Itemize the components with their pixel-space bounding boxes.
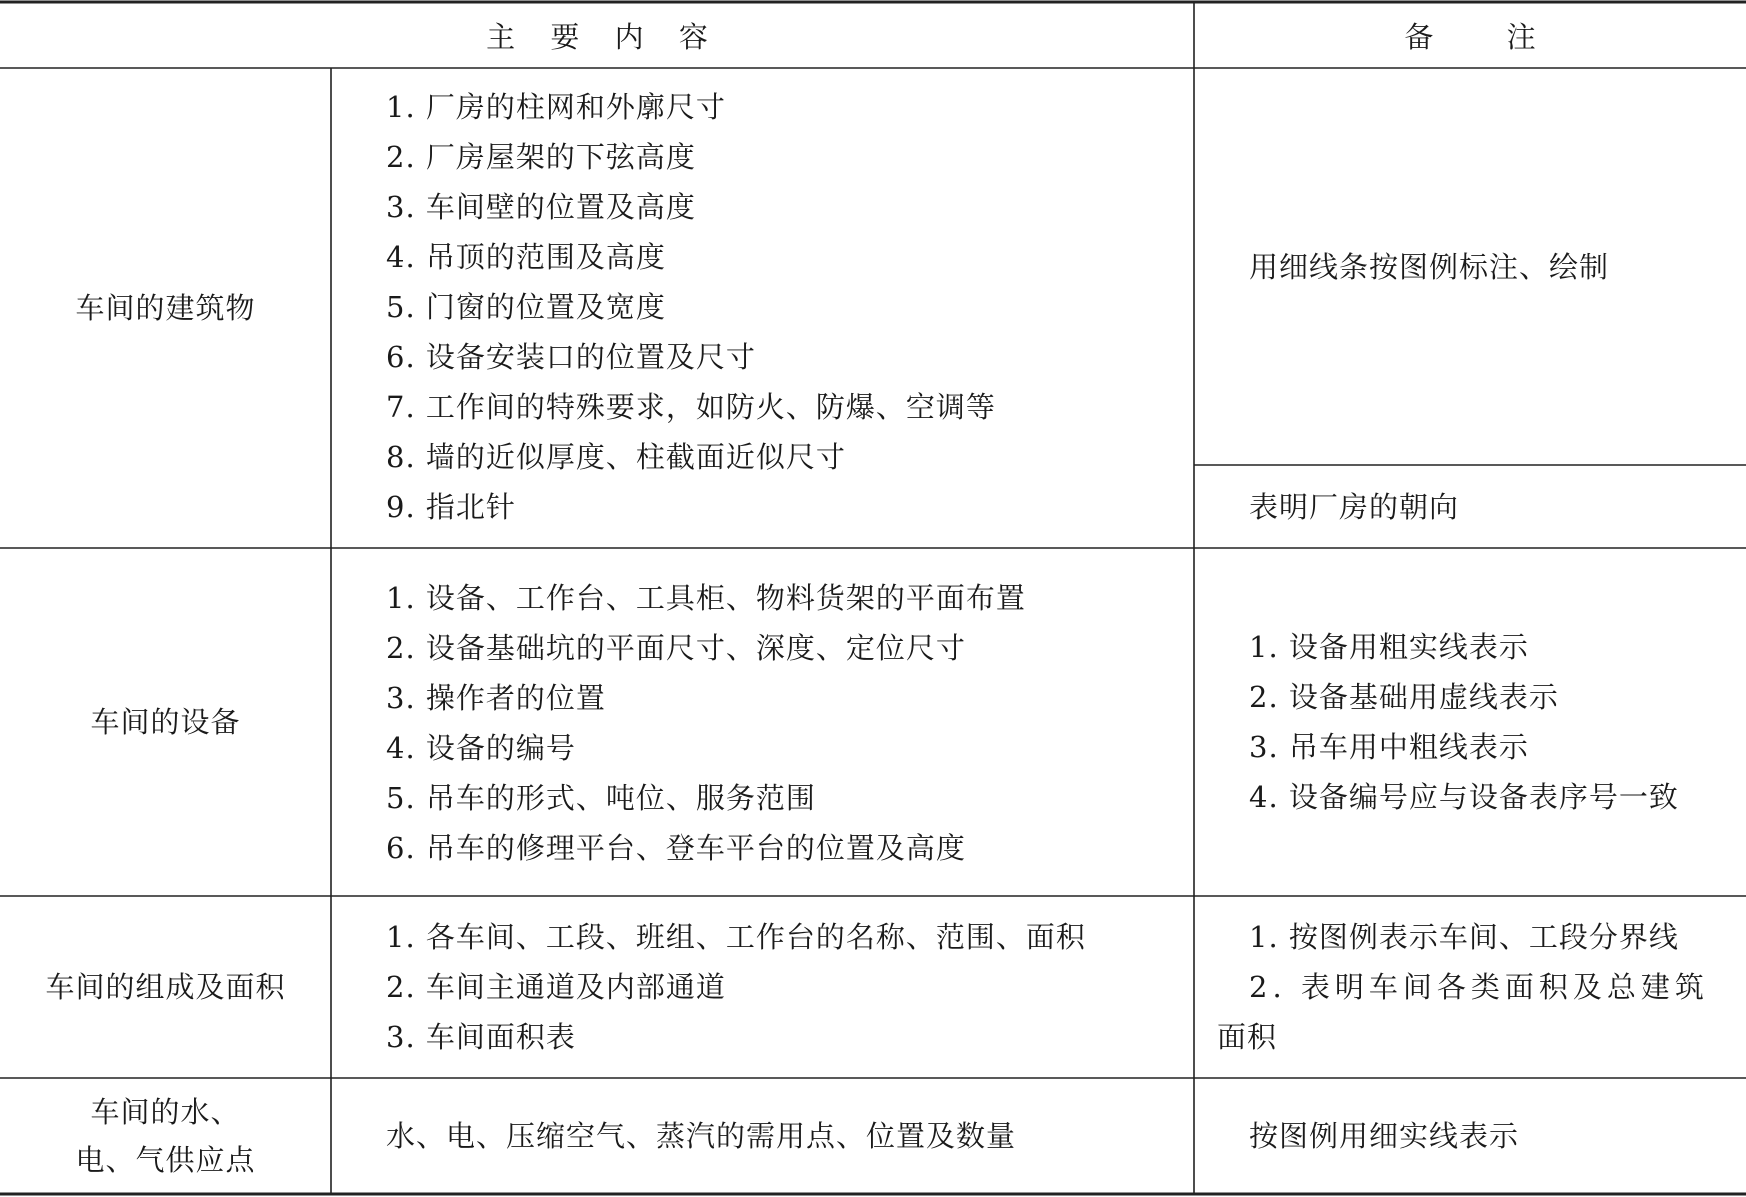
row-category — [0, 1078, 331, 1194]
list-item: 6. 设备安装口的位置及尺寸 — [386, 340, 756, 374]
list-item: 5. 门窗的位置及宽度 — [386, 290, 666, 324]
note-item: 4. 设备编号应与设备表序号一致 — [1249, 780, 1679, 814]
list-item: 2. 车间主通道及内部通道 — [386, 970, 726, 1004]
note-item: 2. 设备基础用虚线表示 — [1249, 680, 1559, 714]
list-item: 3. 车间面积表 — [386, 1020, 576, 1054]
list-item: 2. 设备基础坑的平面尺寸、深度、定位尺寸 — [386, 631, 966, 665]
header-notes-label: 备 注 — [1404, 19, 1536, 54]
row-category — [0, 548, 331, 896]
category-label: 车间的组成及面积 — [45, 970, 286, 1004]
row-category — [0, 896, 331, 1078]
row-items — [386, 1078, 1186, 1194]
list-item: 4. 吊顶的范围及高度 — [386, 240, 666, 274]
list-item: 水、电、压缩空气、蒸汽的需用点、位置及数量 — [386, 1119, 1017, 1153]
category-label: 车间的建筑物 — [75, 291, 256, 325]
note-item: 1. 设备用粗实线表示 — [1249, 630, 1529, 664]
list-item: 6. 吊车的修理平台、登车平台的位置及高度 — [386, 831, 966, 865]
row-category — [0, 68, 331, 548]
list-item: 1. 厂房的柱网和外廓尺寸 — [386, 90, 726, 124]
list-item: 7. 工作间的特殊要求，如防火、防爆、空调等 — [386, 390, 996, 424]
note-item: 面积 — [1217, 1020, 1278, 1054]
note-text: 按图例用细实线表示 — [1249, 1119, 1520, 1153]
list-item: 1. 设备、工作台、工具柜、物料货架的平面布置 — [386, 581, 1026, 615]
list-item: 8. 墙的近似厚度、柱截面近似尺寸 — [386, 440, 846, 474]
note-text: 用细线条按图例标注、绘制 — [1249, 249, 1610, 284]
category-label-line: 车间的水、 — [90, 1095, 241, 1129]
header-notes — [1194, 2, 1746, 68]
row-note — [1249, 68, 1746, 465]
list-item: 4. 设备的编号 — [386, 731, 576, 765]
note-item: 3. 吊车用中粗线表示 — [1249, 730, 1529, 764]
list-item: 9. 指北针 — [386, 490, 516, 524]
note-item: 1. 按图例表示车间、工段分界线 — [1249, 920, 1679, 954]
header-content-label: 主 要 内 容 — [486, 19, 708, 54]
row-note — [1249, 1078, 1746, 1194]
row-items — [386, 82, 1186, 532]
row-items — [386, 573, 1186, 873]
list-item: 3. 操作者的位置 — [386, 681, 606, 715]
row-note — [1249, 465, 1746, 548]
header-content — [0, 2, 1194, 68]
row-items — [386, 912, 1186, 1062]
note-item: 2. 表明车间各类面积及总建筑 — [1249, 970, 1709, 1004]
row-notes — [1249, 622, 1746, 822]
list-item: 5. 吊车的形式、吨位、服务范围 — [386, 781, 816, 815]
list-item: 3. 车间壁的位置及高度 — [386, 190, 696, 224]
category-label: 车间的设备 — [90, 705, 241, 739]
list-item: 2. 厂房屋架的下弦高度 — [386, 140, 696, 174]
list-item: 1. 各车间、工段、班组、工作台的名称、范围、面积 — [386, 920, 1086, 954]
row-notes — [1217, 912, 1739, 1062]
note-text: 表明厂房的朝向 — [1249, 489, 1460, 524]
category-label-line: 电、气供应点 — [75, 1143, 256, 1177]
